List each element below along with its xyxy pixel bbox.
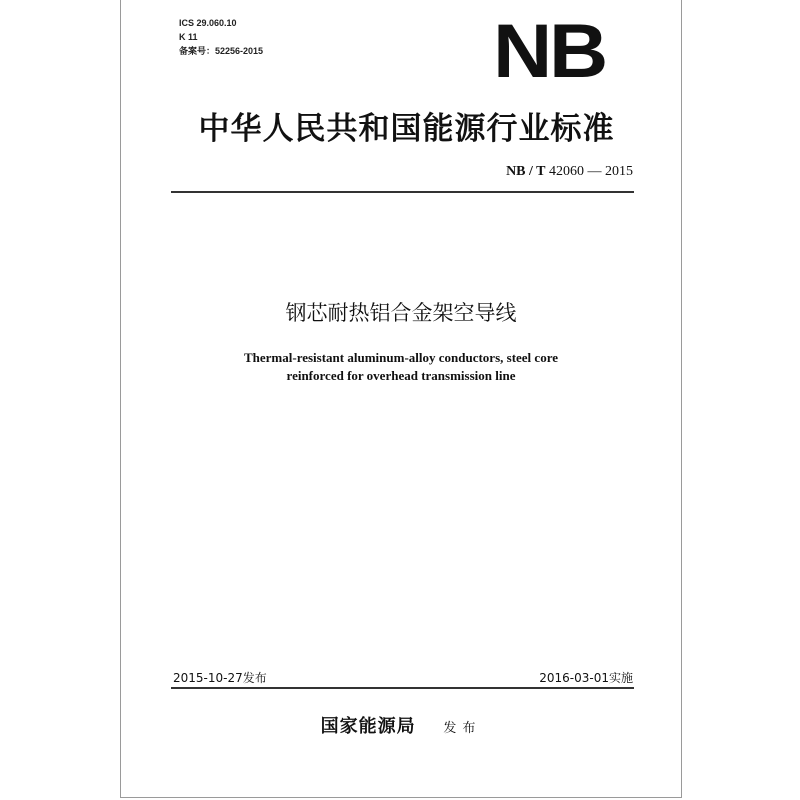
english-title (121, 349, 681, 385)
standard-type-heading: 中华人民共和国能源行业标准 (198, 111, 615, 147)
implementation-date: 2016-03-01实施 (539, 671, 633, 685)
issuing-organization: 国家能源局 (320, 716, 416, 737)
ics-code: ICS 29.060.10 (179, 18, 237, 28)
document-cover (120, 0, 682, 798)
bottom-divider (171, 687, 634, 689)
standard-code (481, 164, 633, 180)
standard-code-number: 42060 — 2015 (549, 164, 633, 179)
standard-code-prefix: NB / T (506, 164, 546, 179)
issue-action: 发布 (443, 721, 482, 736)
english-title-line-2: reinforced for overhead transmission line (286, 368, 516, 383)
nb-logo: NB (493, 9, 606, 94)
filing-number: 备案号：52256-2015 (179, 46, 264, 56)
document-meta (179, 16, 263, 58)
classification-code: K 11 (179, 32, 198, 42)
english-title-line-1: Thermal-resistant aluminum-alloy conductors, steel core (243, 350, 558, 365)
issuer-line (121, 712, 681, 738)
chinese-title: 钢芯耐热铝合金架空导线 (285, 301, 517, 325)
issue-date: 2015-10-27发布 (173, 671, 267, 685)
top-divider (171, 191, 634, 193)
